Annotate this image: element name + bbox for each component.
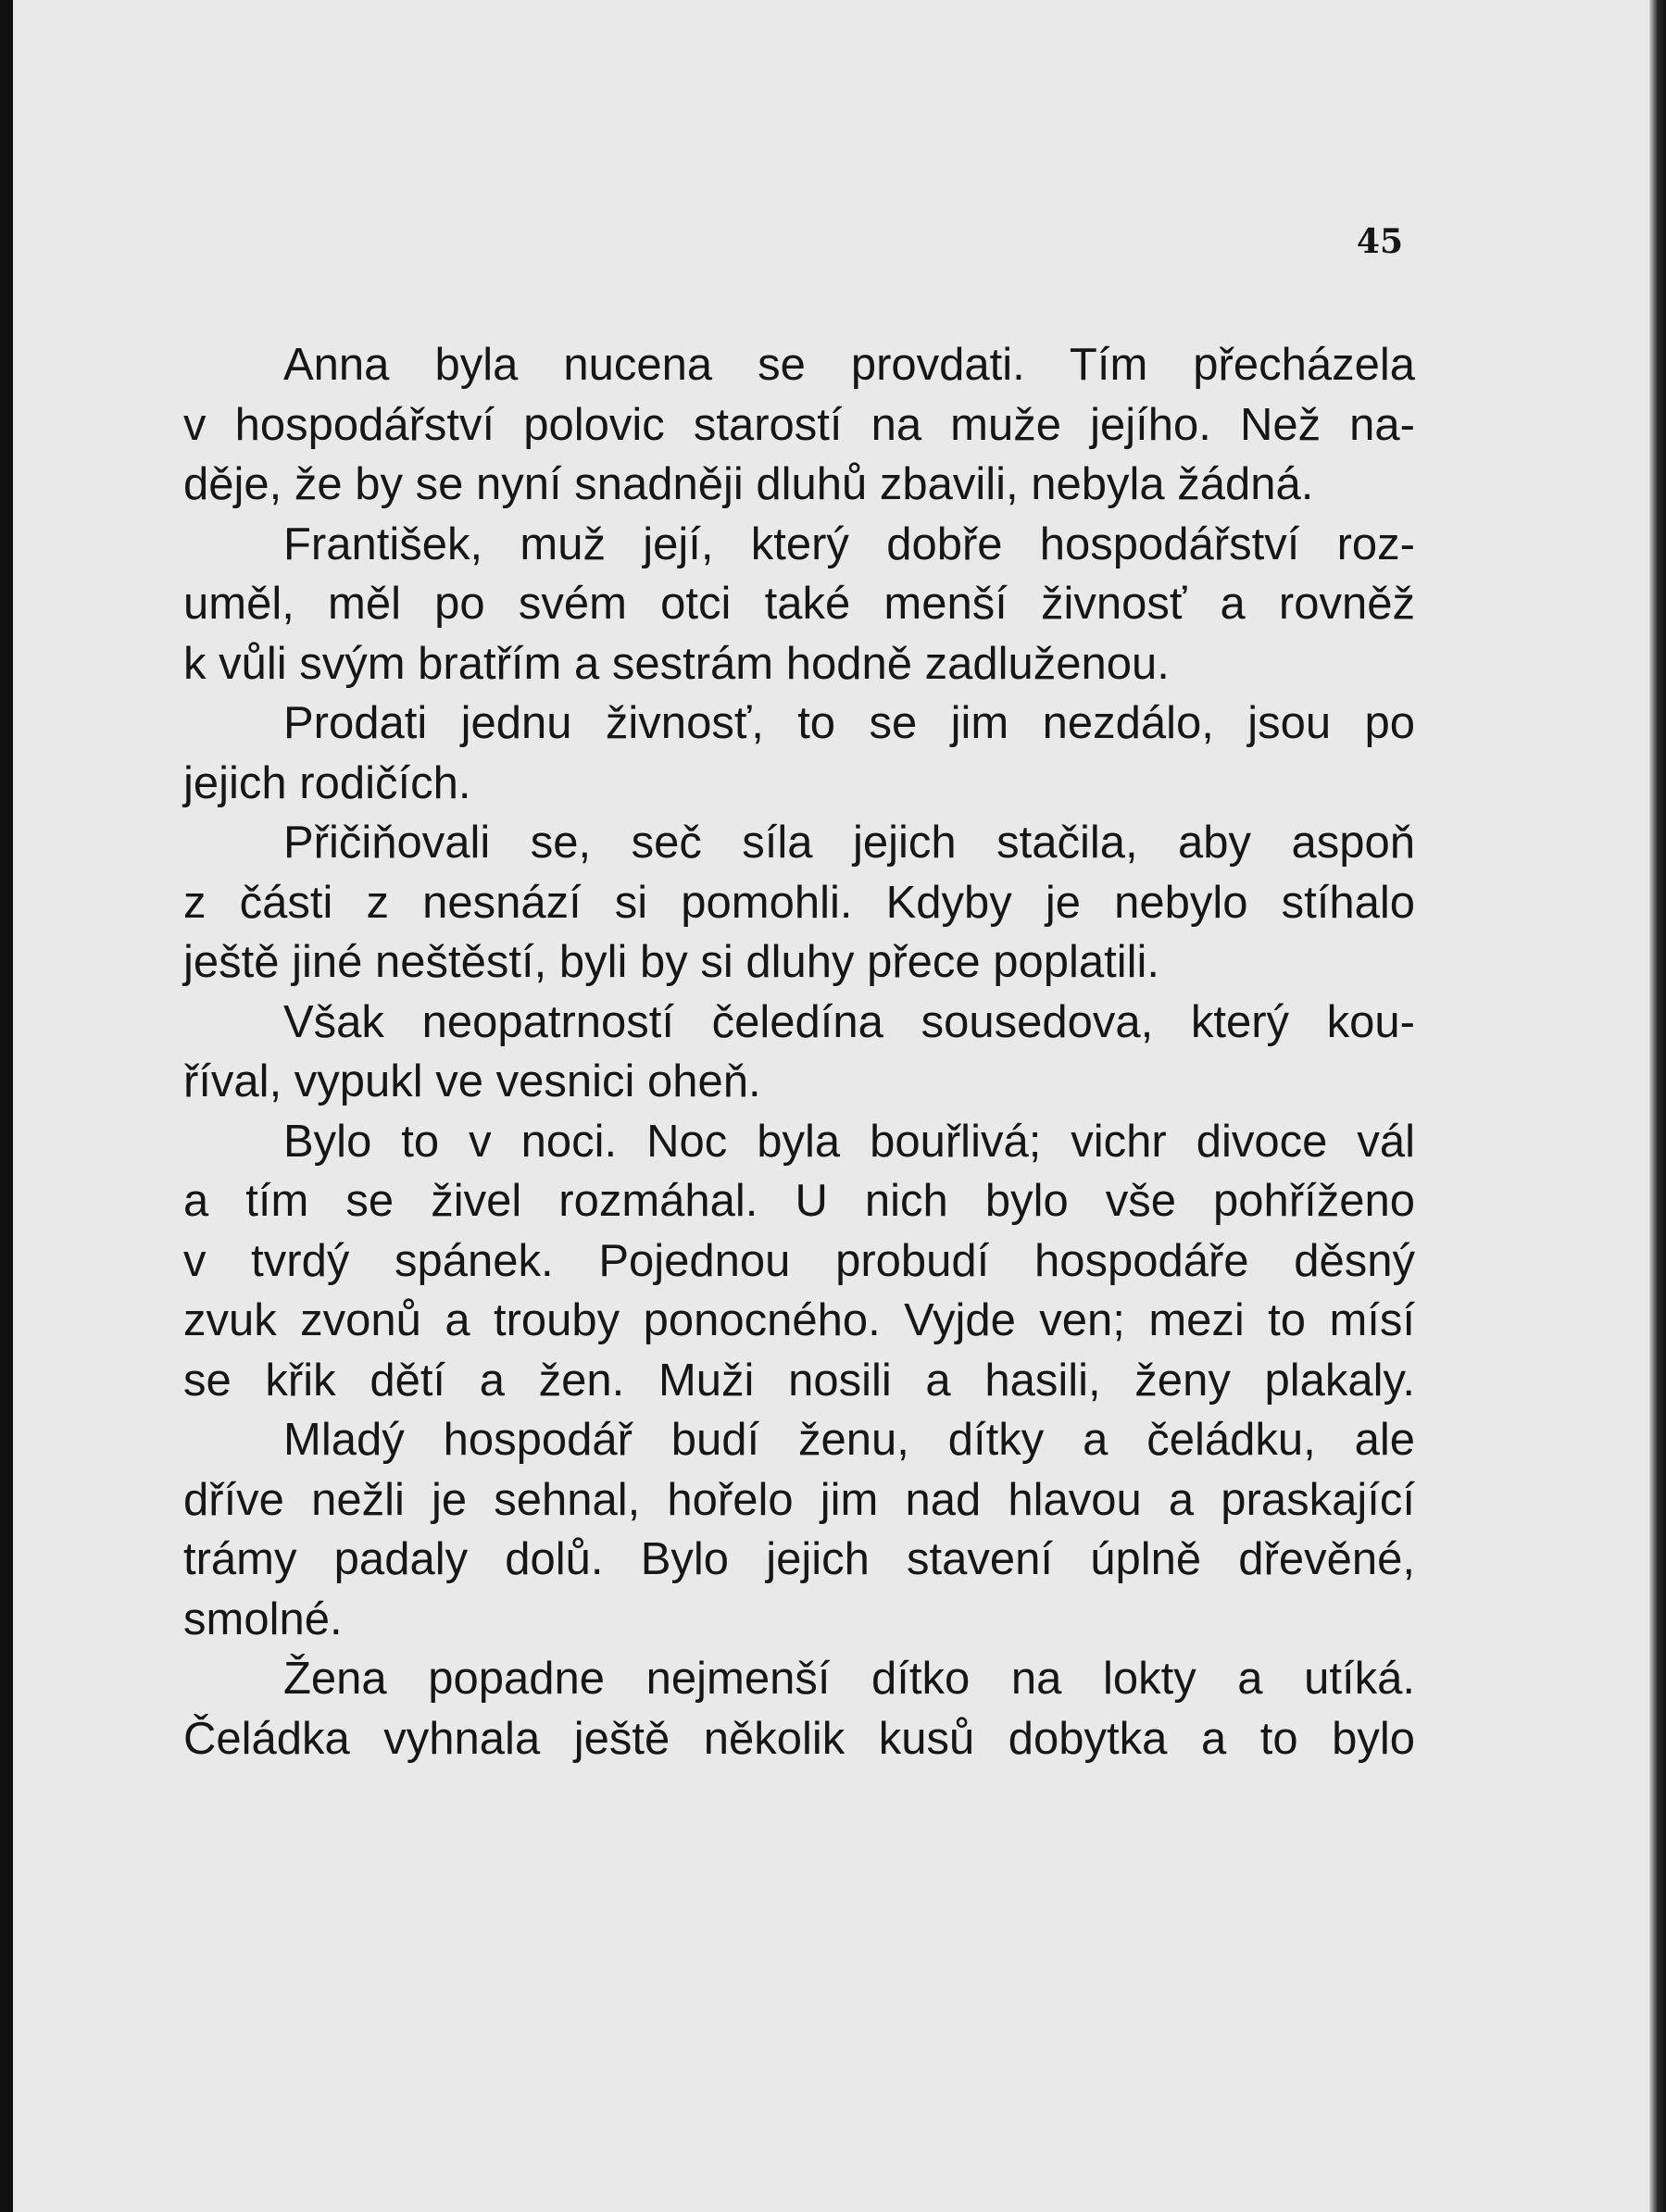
text-line: ještě jiné neštěstí, byli by si dluhy přece poplatili. xyxy=(183,937,1160,987)
text-line: z části z nesnází si pomohli. Kdyby je nebylo stíhalo xyxy=(183,877,1415,928)
text-line: a tím se živel rozmáhal. U nich bylo vše pohříženo xyxy=(183,1176,1415,1226)
text-line: Prodati jednu živnosť, to se jim nezdálo, jsou po xyxy=(283,698,1415,748)
text-line: uměl, měl po svém otci také menší živnosť a rovněž xyxy=(183,579,1415,629)
text-line: v hospodářství polovic starostí na muže jejího. Než na- xyxy=(183,399,1415,450)
text-line: děje, že by se nyní snadněji dluhů zbavili, nebyla žádná. xyxy=(183,459,1314,509)
text-line: v tvrdý spánek. Pojednou probudí hospodáře děsný xyxy=(183,1235,1415,1286)
text-line: Mladý hospodář budí ženu, dítky a čeládku, ale xyxy=(283,1415,1415,1465)
scan-edge-right xyxy=(1649,0,1666,2212)
text-line: Přičiňovali se, seč síla jejich stačila, aby aspoň xyxy=(283,818,1415,868)
text-line: Anna byla nucena se provdati. Tím přecházela xyxy=(283,340,1415,390)
text-line: jejich rodičích. xyxy=(183,757,471,808)
text-line: dříve nežli je sehnal, hořelo jim nad hlavou a praskající xyxy=(183,1474,1415,1525)
scan-edge-left xyxy=(0,0,13,2212)
body-text xyxy=(183,335,1415,1768)
text-line: smolné. xyxy=(183,1593,343,1644)
text-line: zvuk zvonů a trouby ponocného. Vyjde ven; mezi to mísí xyxy=(183,1295,1415,1345)
text-line: Žena popadne nejmenší dítko na lokty a utíká. xyxy=(283,1654,1415,1704)
text-line: František, muž její, který dobře hospodářství roz- xyxy=(283,519,1415,569)
text-line: Bylo to v noci. Noc byla bouřlivá; vichr divoce vál xyxy=(283,1116,1415,1167)
text-line: Čeládka vyhnala ještě několik kusů dobytka a to bylo xyxy=(183,1713,1415,1764)
page-number: 45 xyxy=(1356,222,1403,261)
text-line: trámy padaly dolů. Bylo jejich stavení úplně dřevěné, xyxy=(183,1534,1415,1584)
text-line: říval, vypukl ve vesnici oheň. xyxy=(183,1056,761,1106)
text-line: Však neopatrností čeledína sousedova, který kou- xyxy=(283,996,1415,1047)
text-line: se křik dětí a žen. Muži nosili a hasili, ženy plakaly. xyxy=(183,1355,1415,1406)
text-line: k vůli svým bratřím a sestrám hodně zadluženou. xyxy=(183,638,1170,689)
